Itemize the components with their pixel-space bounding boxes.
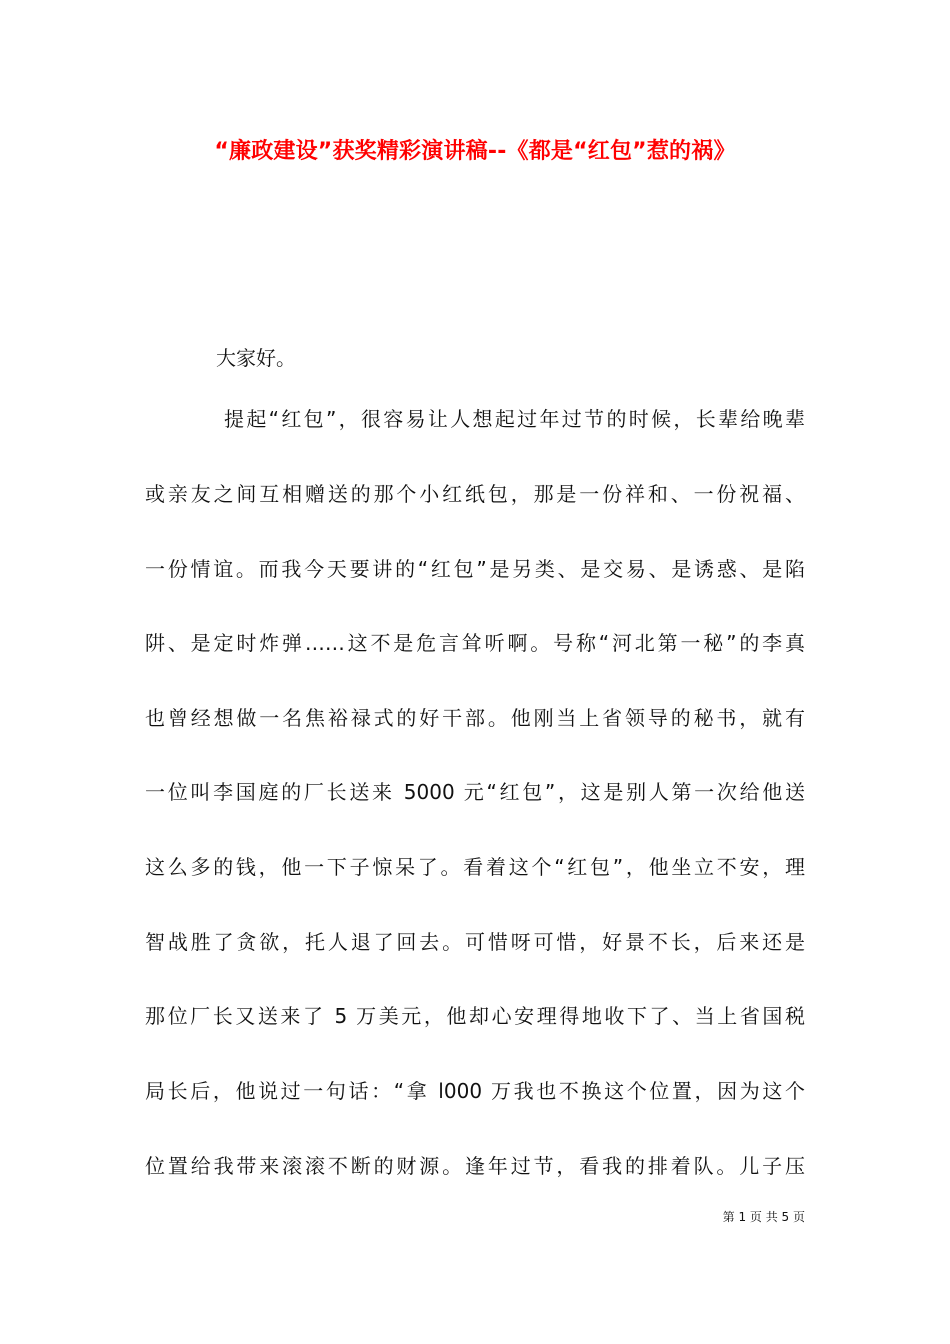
greeting-paragraph: 大家好。 — [216, 346, 296, 370]
body-line: 一位叫李国庭的厂长送来 5000 元“红包”，这是别人第一次给他送 — [145, 780, 805, 804]
body-line: 智战胜了贪欲，托人退了回去。可惜呀可惜，好景不长，后来还是 — [145, 930, 805, 954]
body-line: 提起“红包”，很容易让人想起过年过节的时候，长辈给晚辈 — [224, 407, 805, 431]
body-line: 一份情谊。而我今天要讲的“红包”是另类、是交易、是诱惑、是陷 — [145, 557, 805, 581]
body-line: 局长后，他说过一句话：“拿 l000 万我也不换这个位置，因为这个 — [145, 1079, 805, 1103]
body-line: 位置给我带来滚滚不断的财源。逢年过节，看我的排着队。儿子压 — [145, 1154, 805, 1178]
body-line: 这么多的钱，他一下子惊呆了。看着这个“红包”，他坐立不安，理 — [145, 855, 805, 879]
body-line: 那位厂长又送来了 5 万美元，他却心安理得地收下了、当上省国税 — [145, 1004, 805, 1028]
document-title: “廉政建设”获奖精彩演讲稿--《都是“红包”惹的祸》 — [214, 139, 736, 164]
body-line: 或亲友之间互相赠送的那个小红纸包，那是一份祥和、一份祝福、 — [145, 482, 805, 506]
body-line: 阱、是定时炸弹……这不是危言耸听啊。号称“河北第一秘”的李真 — [145, 631, 805, 655]
page-number-footer: 第 1 页 共 5 页 — [722, 1210, 805, 1224]
body-line: 也曾经想做一名焦裕禄式的好干部。他刚当上省领导的秘书，就有 — [145, 706, 805, 730]
